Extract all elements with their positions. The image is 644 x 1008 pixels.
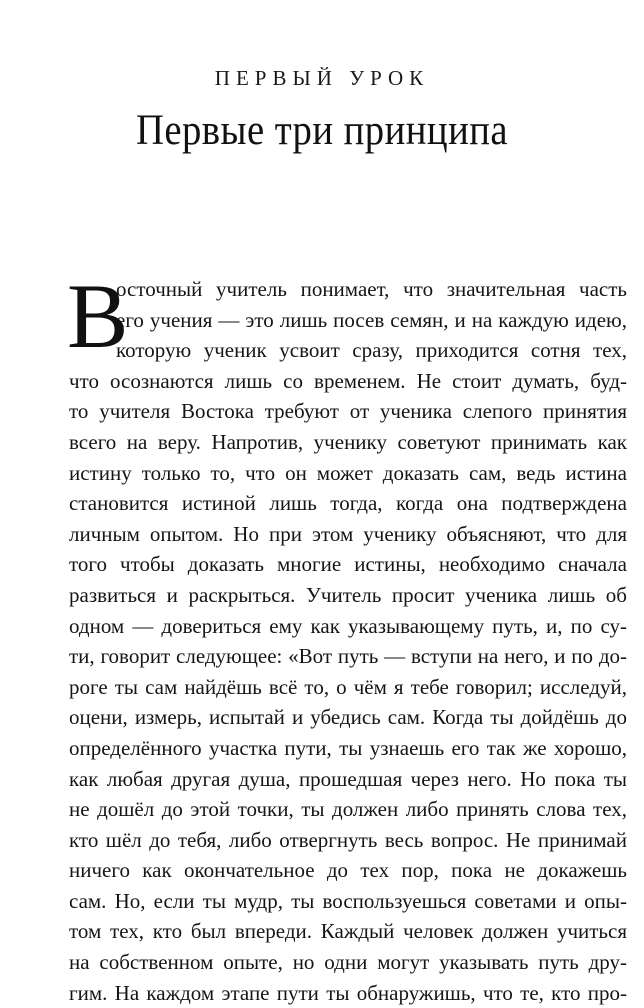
text-line: то учителя Востока требуют от ученика слепого принятия: [69, 399, 627, 424]
text-line: не дошёл до этой точки, ты должен либо принять слова тех,: [69, 797, 627, 822]
body-text: [67, 265, 627, 1008]
text-line: гим. На каждом этапе пути ты обнаружишь, что те, кто про-: [69, 980, 627, 1005]
text-line: осточный учитель понимает, что значительная часть: [116, 277, 627, 301]
text-line: на собственном опыте, но одни могут указывать путь дру-: [69, 950, 627, 975]
text-line: сам. Но, если ты мудр, ты воспользуешься советами и опы-: [69, 888, 627, 913]
text-line: роге ты сам найдёшь всё то, о чём я тебе говорил; исследуй,: [69, 674, 627, 699]
text-line: ти, говорит следующее: «Вот путь — вступи на него, и по до-: [69, 644, 627, 669]
text-line: истину только то, что он может доказать сам, ведь истина: [69, 460, 627, 485]
text-line: личным опытом. Но при этом ученику объясняют, что для: [69, 521, 627, 546]
chapter-title: Первые три принципа: [135, 107, 509, 154]
text-line: развиться и раскрыться. Учитель просит ученика лишь об: [69, 582, 627, 607]
text-line: его учения — это лишь посев семян, и на каждую идею,: [116, 307, 627, 332]
text-line: том тех, кто был впереди. Каждый человек должен учиться: [69, 919, 627, 944]
text-line: ничего как окончательное до тех пор, пока не докажешь: [69, 858, 627, 883]
lesson-label: ПЕРВЫЙ УРОК: [214, 66, 430, 90]
text-line: того чтобы доказать многие истины, необходимо сначала: [69, 552, 627, 577]
text-line: кто шёл до тебя, либо отвергнуть весь вопрос. Не принимай: [69, 827, 627, 852]
text-line: всего на веру. Напротив, ученику советуют принимать как: [69, 429, 627, 454]
text-line: которую ученик усвоит сразу, приходится сотня тех,: [116, 338, 627, 363]
text-line: что осознаются лишь со временем. Не стоит думать, буд-: [69, 368, 627, 393]
text-line: определённого участка пути, ты узнаешь его так же хорошо,: [69, 735, 627, 760]
text-line: как любая другая душа, прошедшая через него. Но пока ты: [69, 766, 627, 791]
text-line: становится истиной лишь тогда, когда она подтверждена: [69, 491, 627, 516]
text-line: оцени, измерь, испытай и убедись сам. Когда ты дойдёшь до: [69, 705, 627, 730]
drop-cap: В: [67, 265, 129, 367]
text-line: одном — довериться ему как указывающему путь, и, по су-: [69, 613, 627, 638]
